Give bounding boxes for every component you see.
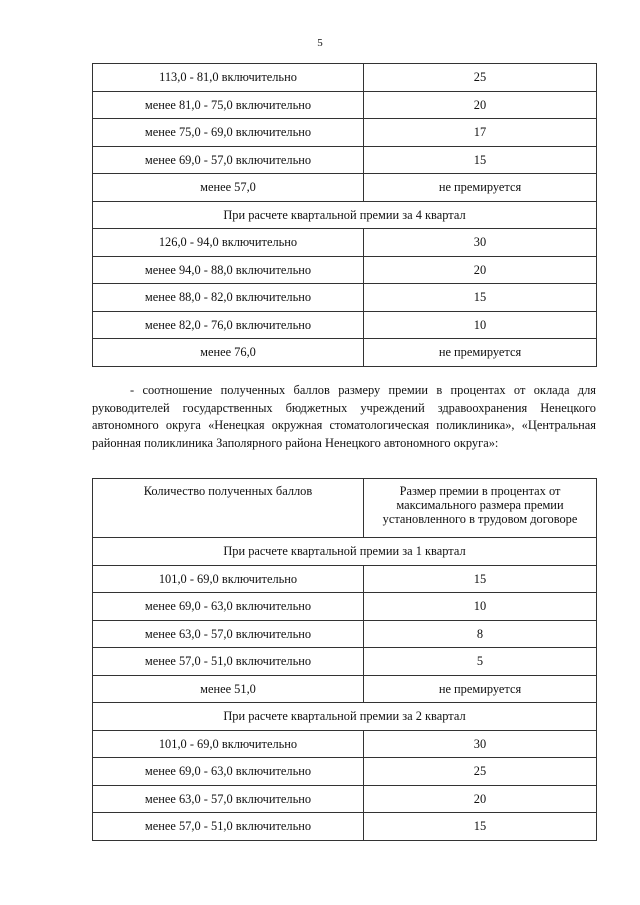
- score-range-cell: менее 63,0 - 57,0 включительно: [93, 785, 364, 813]
- table-row: [93, 813, 597, 841]
- table-row: [93, 256, 597, 284]
- score-range-cell: менее 69,0 - 57,0 включительно: [93, 146, 364, 174]
- score-range-cell: менее 75,0 - 69,0 включительно: [93, 119, 364, 147]
- score-range-cell: менее 69,0 - 63,0 включительно: [93, 758, 364, 786]
- bonus-percent-cell: 25: [364, 64, 597, 92]
- criteria-paragraph: - соотношение полученных баллов размеру премии в процентах от оклада для руководителей государственных бюджетных учреждений здравоохранения Ненецкого автономного округа «Ненецкая окружная стоматологическая поликлиника», «Центральная районная поликлиника Заполярного района Ненецкого автономного округа»:: [92, 383, 596, 450]
- bonus-percent-cell: 15: [364, 284, 597, 312]
- bonus-percent-cell: 10: [364, 593, 597, 621]
- score-range-cell: менее 57,0: [93, 174, 364, 202]
- page-number: 5: [317, 37, 323, 49]
- bonus-percent-cell: 15: [364, 813, 597, 841]
- header-bonus-percent: Размер премии в процентах от максимального размера премии установленного в трудовом договоре: [364, 479, 597, 538]
- score-range-cell: менее 82,0 - 76,0 включительно: [93, 311, 364, 339]
- bonus-percent-cell: не премируется: [364, 174, 597, 202]
- bonus-table-polyclinics: [92, 478, 597, 841]
- bonus-percent-cell: 17: [364, 119, 597, 147]
- score-range-cell: менее 81,0 - 75,0 включительно: [93, 91, 364, 119]
- score-range-cell: 101,0 - 69,0 включительно: [93, 730, 364, 758]
- score-range-cell: менее 51,0: [93, 675, 364, 703]
- bonus-percent-cell: 15: [364, 565, 597, 593]
- table-row: [93, 565, 597, 593]
- bonus-percent-cell: не премируется: [364, 339, 597, 367]
- score-range-cell: 126,0 - 94,0 включительно: [93, 229, 364, 257]
- table-row: [93, 64, 597, 92]
- table-row: [93, 311, 597, 339]
- table-body: [93, 64, 597, 367]
- table-row: [93, 675, 597, 703]
- table-row: [93, 284, 597, 312]
- table-header-row: [93, 479, 597, 538]
- score-range-cell: 113,0 - 81,0 включительно: [93, 64, 364, 92]
- table-row: [93, 229, 597, 257]
- bonus-percent-cell: 8: [364, 620, 597, 648]
- score-range-cell: менее 88,0 - 82,0 включительно: [93, 284, 364, 312]
- bonus-percent-cell: 20: [364, 91, 597, 119]
- bonus-percent-cell: 5: [364, 648, 597, 676]
- bonus-percent-cell: не премируется: [364, 675, 597, 703]
- table-row: [93, 758, 597, 786]
- bonus-percent-cell: 10: [364, 311, 597, 339]
- table-row: [93, 174, 597, 202]
- bonus-percent-cell: 30: [364, 730, 597, 758]
- header-score-count: Количество полученных баллов: [93, 479, 364, 538]
- bonus-percent-cell: 15: [364, 146, 597, 174]
- section-row: [93, 538, 597, 566]
- table-row: [93, 91, 597, 119]
- score-range-cell: менее 94,0 - 88,0 включительно: [93, 256, 364, 284]
- bonus-percent-cell: 20: [364, 256, 597, 284]
- bonus-percent-cell: 30: [364, 229, 597, 257]
- score-range-cell: менее 69,0 - 63,0 включительно: [93, 593, 364, 621]
- score-range-cell: менее 63,0 - 57,0 включительно: [93, 620, 364, 648]
- table-row: [93, 593, 597, 621]
- bonus-percent-cell: 20: [364, 785, 597, 813]
- table-body: [93, 479, 597, 841]
- table-row: [93, 648, 597, 676]
- score-range-cell: менее 76,0: [93, 339, 364, 367]
- bonus-percent-cell: 25: [364, 758, 597, 786]
- section-title: При расчете квартальной премии за 2 квартал: [93, 703, 597, 731]
- section-title: При расчете квартальной премии за 1 квартал: [93, 538, 597, 566]
- table-row: [93, 730, 597, 758]
- score-range-cell: менее 57,0 - 51,0 включительно: [93, 648, 364, 676]
- table-row: [93, 146, 597, 174]
- section-row: [93, 201, 597, 229]
- table-row: [93, 119, 597, 147]
- score-range-cell: менее 57,0 - 51,0 включительно: [93, 813, 364, 841]
- section-row: [93, 703, 597, 731]
- score-range-cell: 101,0 - 69,0 включительно: [93, 565, 364, 593]
- section-title: При расчете квартальной премии за 4 квартал: [93, 201, 597, 229]
- table-row: [93, 620, 597, 648]
- table-row: [93, 785, 597, 813]
- table-row: [93, 339, 597, 367]
- bonus-table-continued: [92, 63, 597, 367]
